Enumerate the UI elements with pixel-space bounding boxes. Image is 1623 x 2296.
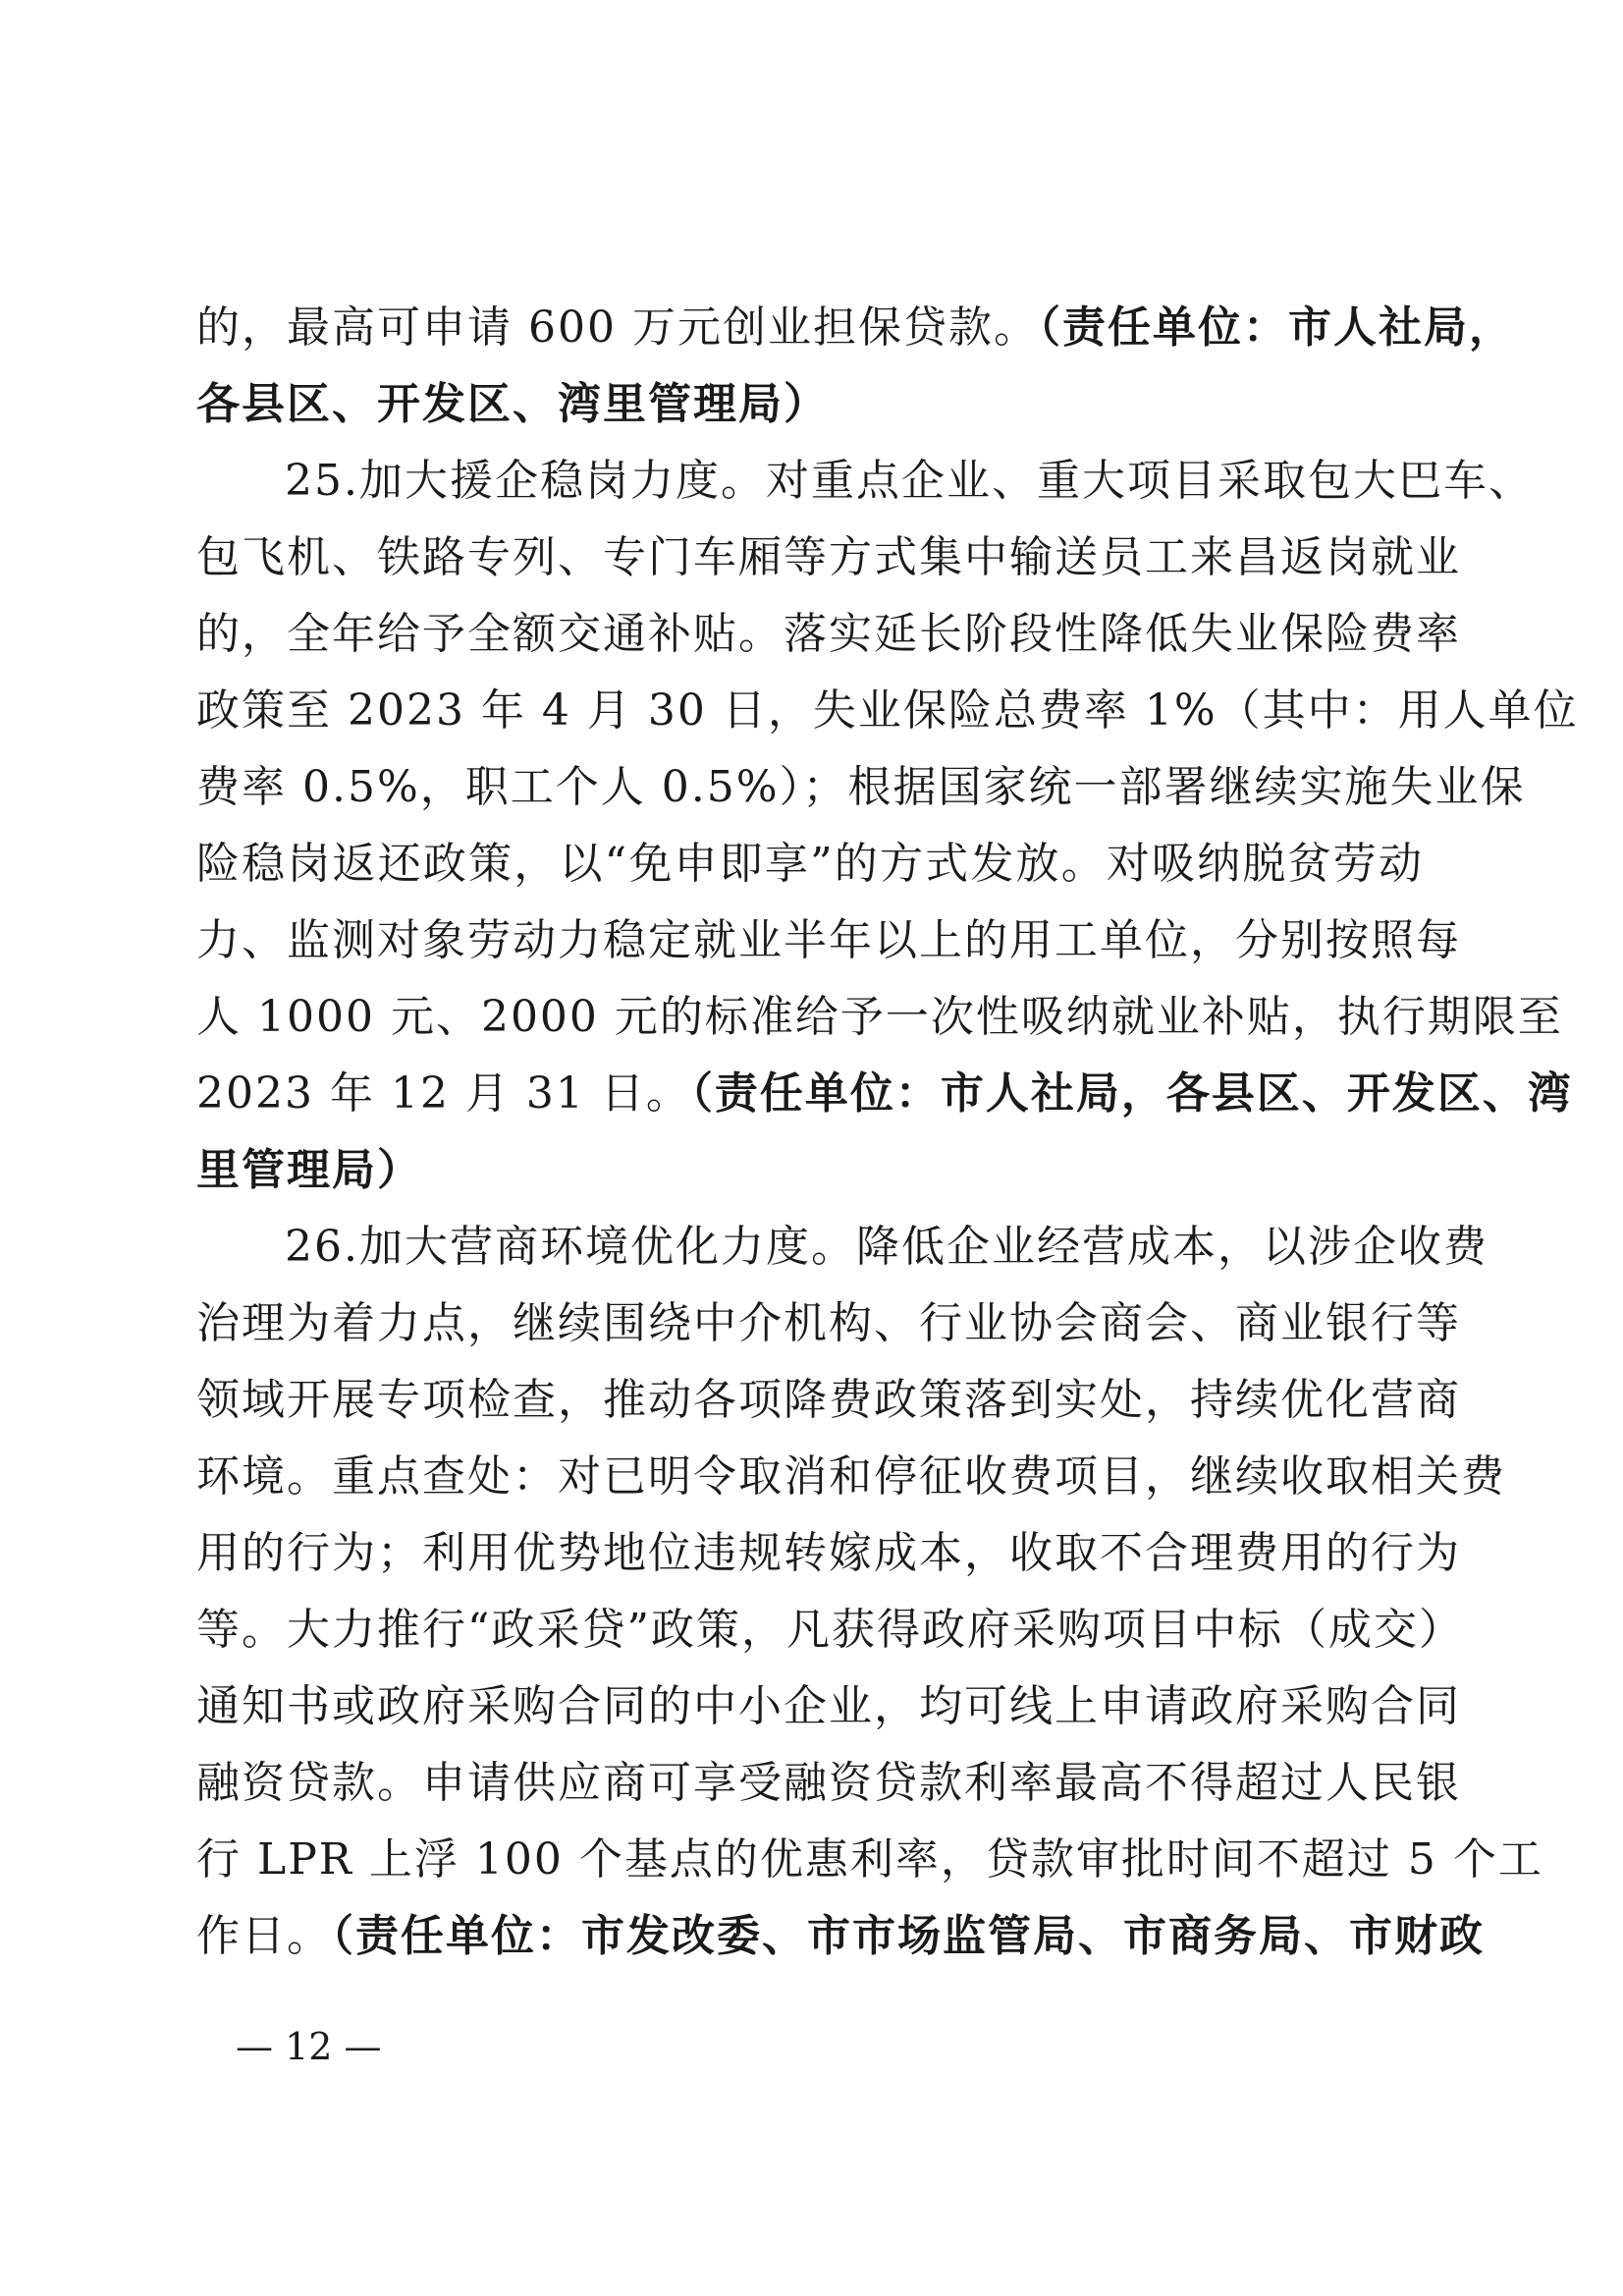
text-line: 等。大力推行“政采贷”政策，凡获得政府采购项目中标（成交）: [196, 1605, 1464, 1655]
text-line: 通知书或政府采购合同的中小企业，均可线上申请政府采购合同: [196, 1681, 1461, 1731]
responsibility-note: 各县区、开发区、湾里管理局）: [196, 379, 829, 429]
text-line: [196, 1056, 1573, 1132]
text-line: 25.加大援企稳岗力度。对重点企业、重大项目采取包大巴车、: [285, 456, 1534, 506]
text-line: 力、监测对象劳动力稳定就业半年以上的用工单位，分别按照每: [196, 915, 1461, 965]
text-line: 用的行为；利用优势地位违规转嫁成本，收取不合理费用的行为: [196, 1528, 1461, 1578]
text-line: 包飞机、铁路专列、专门车厢等方式集中输送员工来昌返岗就业: [196, 532, 1461, 582]
page-number: — 12 —: [236, 2025, 382, 2068]
text-line: 人 1000 元、2000 元的标准给予一次性吸纳就业补贴，执行期限至: [196, 992, 1563, 1042]
text-line: 治理为着力点，继续围绕中介机构、行业协会商会、商业银行等: [196, 1298, 1461, 1348]
responsibility-note: （责任单位：市发改委、市市场监管局、市商务局、市财政: [332, 1911, 1485, 1961]
text-line: [196, 1132, 1424, 1209]
responsibility-note: （责任单位：市人社局，各县区、开发区、湾: [690, 1068, 1573, 1119]
text-line: 政策至 2023 年 4 月 30 日，失业保险总费率 1%（其中：用人单位: [196, 685, 1579, 736]
text-run: 2023 年 12 月 31 日。: [196, 1068, 691, 1119]
paragraph-item-26: [196, 1209, 1543, 1975]
text-line: [196, 290, 1514, 366]
text-line: 环境。重点查处：对已明令取消和停征收费项目，继续收取相关费: [196, 1451, 1506, 1502]
text-line: 险稳岗返还政策，以“免申即享”的方式发放。对吸纳脱贫劳动: [196, 839, 1424, 889]
text-line: [196, 366, 1424, 443]
text-line: 融资贷款。申请供应商可享受融资贷款利率最高不得超过人民银: [196, 1758, 1461, 1808]
text-line: 行 LPR 上浮 100 个基点的优惠利率，贷款审批时间不超过 5 个工: [196, 1834, 1543, 1885]
paragraph-continuation: [196, 290, 1514, 443]
text-run: 的，最高可申请 600 万元创业担保贷款。: [196, 302, 1039, 353]
responsibility-note: （责任单位：市人社局，: [1038, 302, 1514, 353]
document-body: [196, 290, 1579, 1975]
responsibility-note: 里管理局）: [196, 1145, 422, 1195]
text-line: 26.加大营商环境优化力度。降低企业经营成本，以涉企收费: [285, 1222, 1488, 1272]
text-line: 费率 0.5%，职工个人 0.5%）；根据国家统一部署继续实施失业保: [196, 762, 1526, 812]
text-run: 作日。: [196, 1911, 332, 1961]
text-line: 领域开展专项检查，推动各项降费政策落到实处，持续优化营商: [196, 1375, 1461, 1425]
paragraph-item-25: [196, 443, 1579, 1209]
text-line: 的，全年给予全额交通补贴。落实延长阶段性降低失业保险费率: [196, 609, 1461, 659]
text-line: [196, 1898, 1485, 1975]
